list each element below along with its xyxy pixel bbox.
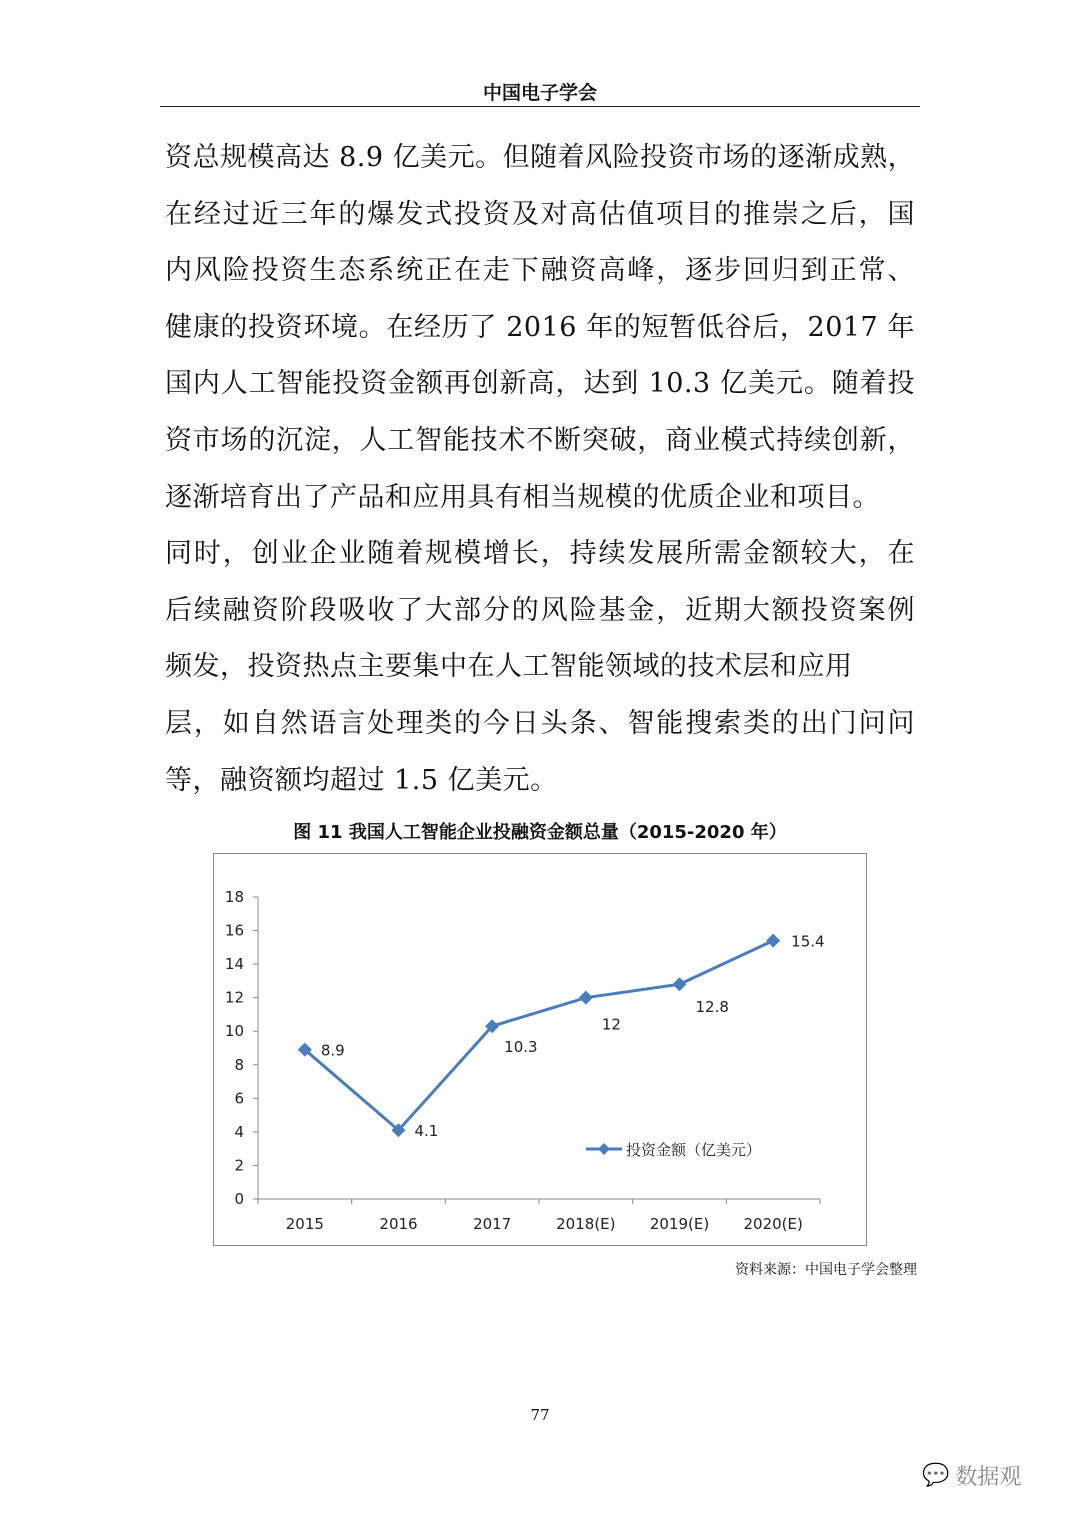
wechat-icon: 💬 (922, 1463, 950, 1488)
y-tick-label: 16 (224, 921, 244, 940)
data-label: 15.4 (791, 932, 825, 951)
y-tick-label: 12 (224, 988, 244, 1007)
body-line: 国内人工智能投资金额再创新高，达到 10.3 亿美元。随着投 (165, 368, 915, 400)
legend-label: 投资金额（亿美元） (626, 1141, 762, 1159)
x-tick-label: 2016 (379, 1215, 418, 1233)
data-point-marker (766, 934, 780, 948)
wechat-label: 数据观 (955, 1465, 1022, 1490)
y-tick-label: 0 (234, 1190, 244, 1208)
y-tick-label: 10 (224, 1022, 244, 1041)
x-tick-label: 2015 (285, 1215, 324, 1233)
x-tick-label: 2020(E) (743, 1215, 803, 1233)
y-tick-label: 4 (234, 1122, 244, 1141)
body-line: 内风险投资生态系统正在走下融资高峰，逐步回归到正常、 (165, 255, 915, 287)
figure-source: 资料来源：中国电子学会整理 (735, 1262, 917, 1278)
body-line: 频发，投资热点主要集中在人工智能领域的技术层和应用 (165, 651, 853, 683)
data-label: 10.3 (504, 1038, 538, 1057)
figure-caption: 图 11 我国人工智能企业投融资金额总量（2015-2020 年） (293, 822, 787, 843)
y-tick-label: 18 (224, 888, 244, 906)
page-number: 77 (530, 1406, 550, 1424)
legend-marker (598, 1143, 610, 1155)
series-line (305, 941, 773, 1131)
body-line: 资市场的沉淀，人工智能技术不断突破，商业模式持续创新， (165, 425, 915, 456)
wechat-watermark (922, 1460, 1021, 1491)
data-label: 12 (601, 1015, 621, 1034)
data-label: 4.1 (414, 1122, 439, 1141)
data-point-marker (673, 977, 687, 991)
body-line: 逐渐培育出了产品和应用具有相当规模的优质企业和项目。 (165, 481, 880, 513)
data-point-marker (579, 991, 593, 1005)
body-line: 在经过近三年的爆发式投资及对高估值项目的推崇之后，国 (165, 198, 915, 230)
y-tick-label: 8 (234, 1055, 244, 1074)
body-line: 资总规模高达 8.9 亿美元。但随着风险投资市场的逐渐成熟， (165, 142, 916, 173)
body-line: 层，如自然语言处理类的今日头条、智能搜索类的出门问问 (165, 708, 915, 739)
body-line: 等，融资额均超过 1.5 亿美元。 (165, 764, 558, 796)
body-line: 后续融资阶段吸收了大部分的风险基金，近期大额投资案例 (165, 594, 915, 626)
body-line: 健康的投资环境。在经历了 2016 年的短暂低谷后，2017 年 (165, 311, 915, 343)
y-tick-label: 14 (224, 955, 244, 974)
page-header: 中国电子学会 (482, 82, 597, 104)
x-tick-label: 2018(E) (556, 1215, 616, 1233)
y-tick-label: 6 (234, 1089, 244, 1108)
y-tick-label: 2 (234, 1156, 244, 1175)
data-label: 12.8 (695, 998, 729, 1017)
x-tick-label: 2017 (473, 1215, 512, 1233)
data-label: 8.9 (320, 1041, 345, 1060)
body-line: 同时，创业企业随着规模增长，持续发展所需金额较大，在 (165, 538, 915, 570)
x-tick-label: 2019(E) (649, 1215, 710, 1233)
